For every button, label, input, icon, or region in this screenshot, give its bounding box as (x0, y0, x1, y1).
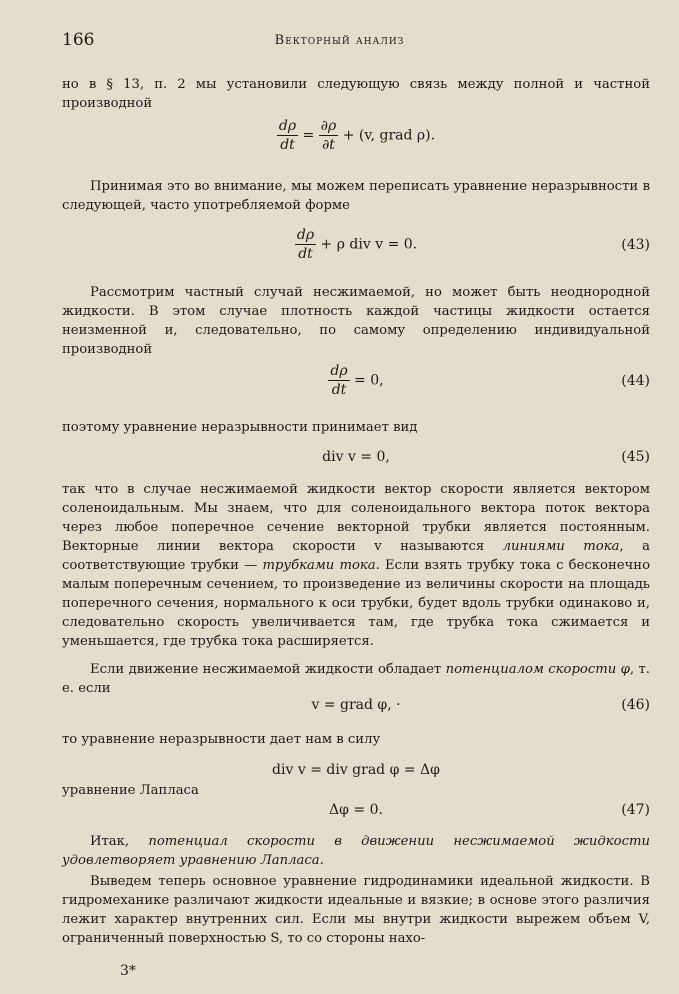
equation-total-derivative: $\frac{d\rho}{dt}$ = $\frac{\partial\rho}{\partial t}$ + (v, grad ρ). (278, 118, 436, 153)
frac-num: dρ (296, 227, 315, 243)
paragraph-7: то уравнение неразрывности дает нам в силу (62, 732, 381, 747)
equation-rest: + ρ div v = 0. (320, 236, 418, 253)
term-velocity-potential: потенциалом скорости φ (445, 662, 630, 677)
equation-rest: + (v, grad ρ). (342, 127, 436, 144)
frac-den: dt (331, 382, 347, 398)
text-run: . Если взять трубку тока с бесконечно малым поперечным сечением, то произведение из величины скорости на площадь поперечного сечения, нормального к оси трубки, будет вдоль трубки одинаково и, следовательно скорость увеличивается там, где трубка тока сжимается и уменьшается, где трубка тока расширяется. (62, 558, 651, 649)
equation-44 (62, 362, 650, 402)
frac-num: dρ (330, 363, 348, 379)
frac-num: ∂ρ (320, 118, 337, 134)
equation-label: (47) (621, 802, 650, 818)
term-streamlines: линиями тока (502, 539, 620, 554)
paragraph-8: уравнение Лапласа (62, 783, 199, 798)
paragraph-10: Выведем теперь основное уравнение гидродинамики идеальной жидкости. В гидромеханике различают жидкости идеальные и вязкие; в основе этого различия лежит характер внутренних сил. Если мы внутри жидкости вырежем объем V, ограниченный поверхностью S, то со стороны нахо- (62, 874, 650, 946)
equation-expr: div v = div grad φ = Δφ (272, 762, 440, 778)
frac-den: dt (280, 137, 295, 153)
equation-label: (45) (621, 449, 650, 465)
paragraph-2: Принимая это во внимание, мы можем переписать уравнение неразрывности в следующей, часто употребляемой форме (62, 179, 650, 213)
paragraph-4: поэтому уравнение неразрывности принимает вид (62, 420, 418, 435)
equation-expr: div v = 0, (322, 449, 390, 465)
text-run: Если движение несжимаемой жидкости обладает (90, 662, 442, 677)
running-title: Векторный анализ (274, 33, 405, 48)
text-run: . (319, 853, 324, 868)
text-run: , а соответствующие трубки — (62, 539, 650, 573)
paragraph-6 (62, 660, 650, 698)
equation-43 (62, 226, 650, 266)
equation-label: (46) (621, 697, 650, 713)
signature-mark: 3* (120, 963, 136, 979)
frac-num: dρ (278, 118, 297, 134)
equation-label: (44) (621, 373, 650, 389)
paragraph-5 (62, 480, 650, 651)
equation-label: (43) (621, 237, 650, 253)
theorem-statement: потенциал скорости в движении несжимаемой жидкости удовлетворяет уравнению Лапласа (62, 834, 650, 868)
paragraph-1: но в § 13, п. 2 мы установили следующую связь между полной и частной производной (62, 77, 650, 111)
equation-expr: Δφ = 0. (329, 802, 383, 818)
equation-expr: v = grad φ, · (311, 697, 401, 713)
equation-45 (62, 449, 650, 471)
equation-47 (62, 802, 650, 824)
paragraph-9 (62, 832, 650, 870)
text-run: Итак, (90, 834, 130, 849)
paragraph-3: Рассмотрим частный случай несжимаемой, но может быть неоднородной жидкости. В этом случае плотность каждой частицы жидкости остается неизменной и, следовательно, по самому определению индивидуальной производной (62, 285, 650, 357)
text-run: так что в случае несжимаемой жидкости вектор скорости является вектором соленоидальным. Мы знаем, что для соленоидального вектора поток вектора через любое поперечное сечение векторной трубки является постоянным. Векторные линии вектора скорости v называются (62, 482, 650, 554)
text-run: , т. е. если (62, 662, 650, 696)
term-stream-tubes: трубками тока (262, 558, 376, 573)
equation-46 (62, 697, 650, 719)
equation-rest: = 0, (354, 372, 384, 389)
frac-den: dt (298, 246, 313, 262)
frac-den: ∂t (322, 137, 335, 153)
page-number: 166 (62, 30, 95, 50)
